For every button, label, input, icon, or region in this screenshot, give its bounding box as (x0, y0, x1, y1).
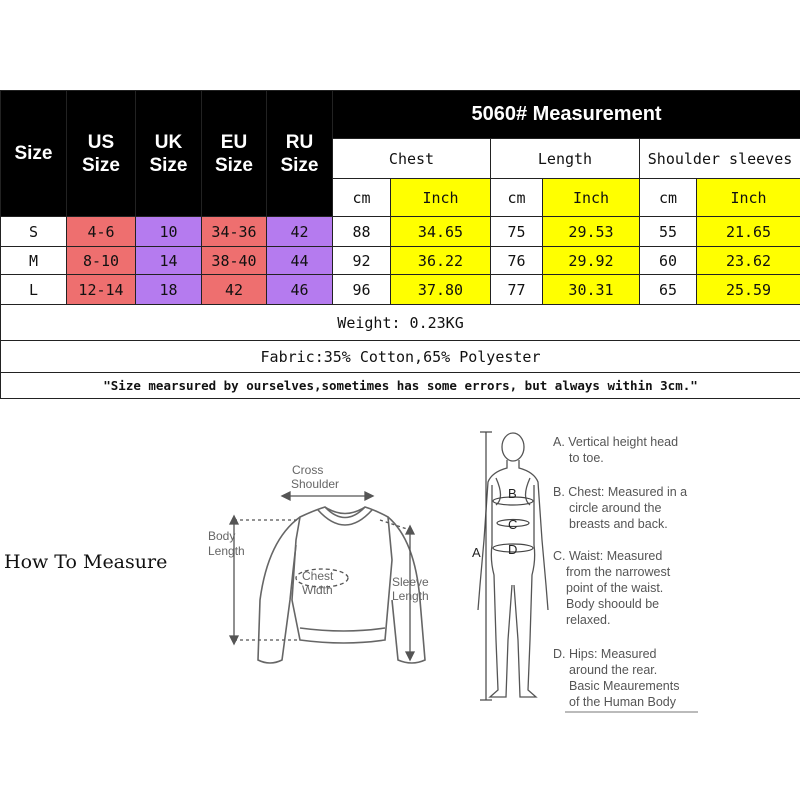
eu-size-cell: 38-40 (202, 247, 267, 275)
table-row (1, 247, 800, 275)
letter-a: A (472, 545, 481, 560)
legend-a-line-2: to toe. (569, 451, 604, 465)
uk-size-cell: 10 (136, 217, 202, 247)
chest-width-label-2: Width (302, 583, 333, 597)
chest-cm-header: cm (333, 179, 391, 217)
length-inch-cell: 29.92 (543, 247, 640, 275)
legend-b-line-1: B. Chest: Measured in a (553, 485, 688, 499)
us-size-cell: 8-10 (67, 247, 136, 275)
us-size-cell: 12-14 (67, 275, 136, 305)
shoulder-inch-header: Inch (697, 179, 800, 217)
shoulder-inch-cell: 23.62 (697, 247, 800, 275)
uk-size-header: UK Size (136, 91, 202, 217)
ru-size-header: RU Size (267, 91, 333, 217)
us-size-cell: 4-6 (67, 217, 136, 247)
table-row (1, 217, 800, 247)
letter-d: D (508, 542, 518, 557)
legend-c-line-1: C. Waist: Measured (553, 549, 663, 563)
sleeve-length-label-2: Length (392, 589, 429, 603)
body-figure (478, 433, 548, 697)
measurement-title: 5060# Measurement (333, 91, 800, 139)
sleeve-length-label: Sleeve (392, 575, 429, 589)
chest-inch-cell: 34.65 (391, 217, 491, 247)
legend-d-line-4: of the Human Body (569, 695, 677, 709)
size-chart-table (0, 90, 800, 399)
table-row (1, 275, 800, 305)
legend-c-line-3: point of the waist. (566, 581, 664, 595)
shoulder-cm-cell: 55 (640, 217, 697, 247)
length-cm-cell: 77 (491, 275, 543, 305)
chest-header: Chest (333, 139, 491, 179)
fabric-row: Fabric:35% Cotton,65% Polyester (1, 341, 800, 373)
legend-c-line-2: from the narrowest (566, 565, 671, 579)
chest-cm-cell: 96 (333, 275, 391, 305)
chest-cm-cell: 92 (333, 247, 391, 275)
size-cell: M (1, 247, 67, 275)
chest-cm-cell: 88 (333, 217, 391, 247)
chest-width-label: Chest (302, 569, 334, 583)
length-inch-cell: 30.31 (543, 275, 640, 305)
cross-shoulder-label: Cross (292, 463, 324, 477)
legend-d-line-3: Basic Meaurements (569, 679, 680, 693)
shoulder-sleeves-header: Shoulder sleeves (640, 139, 800, 179)
ru-size-cell: 46 (267, 275, 333, 305)
letter-b: B (508, 486, 517, 501)
size-cell: S (1, 217, 67, 247)
legend-a-line-1: A. Vertical height head (553, 435, 679, 449)
ru-size-cell: 42 (267, 217, 333, 247)
shoulder-inch-cell: 25.59 (697, 275, 800, 305)
length-inch-header: Inch (543, 179, 640, 217)
eu-size-cell: 34-36 (202, 217, 267, 247)
length-cm-header: cm (491, 179, 543, 217)
eu-size-cell: 42 (202, 275, 267, 305)
legend-b-line-2: circle around the (569, 501, 662, 515)
weight-row: Weight: 0.23KG (1, 305, 800, 341)
measurement-note: "Size mearsured by ourselves,sometimes has some errors, but always within 3cm." (1, 373, 800, 399)
chest-inch-cell: 36.22 (391, 247, 491, 275)
chest-inch-cell: 37.80 (391, 275, 491, 305)
length-header: Length (491, 139, 640, 179)
body-length-label: Body (208, 529, 236, 543)
how-to-measure-illustration (0, 397, 800, 800)
length-inch-cell: 29.53 (543, 217, 640, 247)
size-header: Size (1, 91, 67, 217)
shoulder-inch-cell: 21.65 (697, 217, 800, 247)
chest-inch-header: Inch (391, 179, 491, 217)
legend-b-line-3: breasts and back. (569, 517, 668, 531)
length-cm-cell: 75 (491, 217, 543, 247)
how-to-measure-label: How To Measure (4, 551, 168, 573)
legend-d-line-1: D. Hips: Measured (553, 647, 657, 661)
body-length-label-2: Length (208, 544, 245, 558)
eu-size-header: EU Size (202, 91, 267, 217)
uk-size-cell: 14 (136, 247, 202, 275)
cross-shoulder-label-2: Shoulder (291, 477, 340, 491)
legend-c-line-5: relaxed. (566, 613, 611, 627)
shoulder-cm-cell: 60 (640, 247, 697, 275)
cross-shoulder-arrow (282, 492, 373, 500)
uk-size-cell: 18 (136, 275, 202, 305)
letter-c: C (508, 517, 518, 532)
us-size-header: US Size (67, 91, 136, 217)
length-cm-cell: 76 (491, 247, 543, 275)
shoulder-cm-header: cm (640, 179, 697, 217)
shoulder-cm-cell: 65 (640, 275, 697, 305)
ru-size-cell: 44 (267, 247, 333, 275)
legend-d-line-2: around the rear. (569, 663, 658, 677)
legend-c-line-4: Body shoould be (566, 597, 660, 611)
body-length-arrow (230, 516, 300, 644)
measurement-legend (553, 435, 687, 709)
size-cell: L (1, 275, 67, 305)
